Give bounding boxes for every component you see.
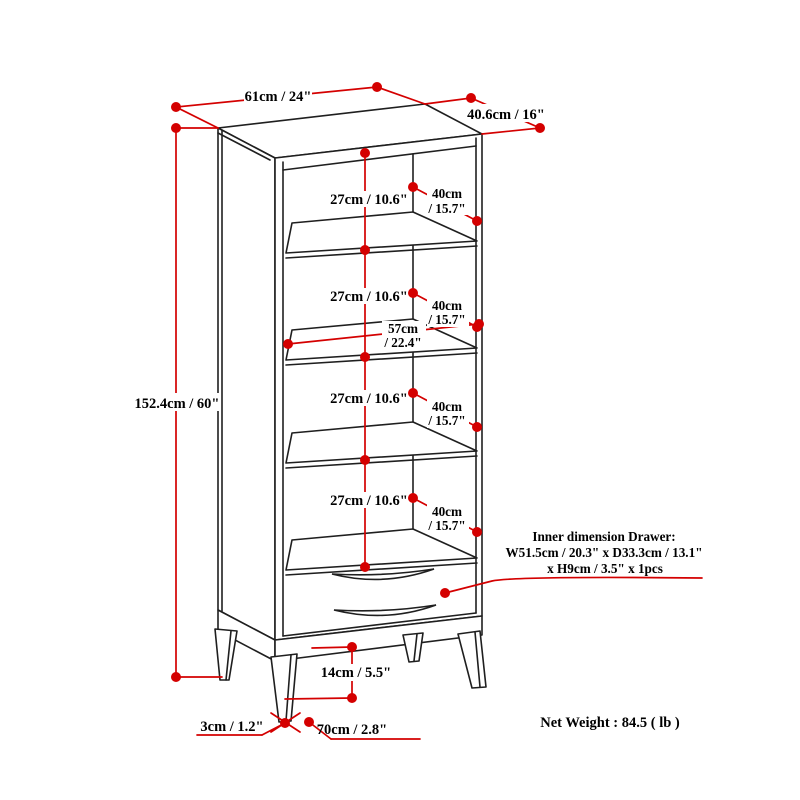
label-shelf-depth-1b: / 15.7" <box>428 201 466 216</box>
leg-front-left <box>271 654 297 722</box>
label-top-width: 61cm / 24" <box>244 89 312 105</box>
label-opening-height-3: 27cm / 10.6" <box>330 391 408 407</box>
label-shelf-depth-1a: 40cm <box>431 186 463 201</box>
label-shelf-depth-4a: 40cm <box>431 504 463 519</box>
label-shelf-depth-3a: 40cm <box>431 399 463 414</box>
label-shelf-width-b: / 22.4" <box>384 335 422 350</box>
cabinet-left-panel <box>218 128 275 640</box>
label-opening-height-1: 27cm / 10.6" <box>330 192 408 208</box>
leg-back-right <box>403 633 423 662</box>
drawer-note-line-2: W51.5cm / 20.3" x D33.3cm / 13.1" <box>505 545 703 560</box>
drawer-note-line-1: Inner dimension Drawer: <box>532 529 676 544</box>
leg-front-right <box>458 631 486 688</box>
drawer-note-leader-line <box>445 577 702 593</box>
label-height: 152.4cm / 60" <box>134 396 220 412</box>
drawer-note-line-3: x H9cm / 3.5" x 1pcs <box>547 561 663 576</box>
label-shelf-depth-2a: 40cm <box>431 298 463 313</box>
leg-back-left <box>215 629 237 680</box>
label-opening-height-4: 27cm / 10.6" <box>330 493 408 509</box>
label-shelf-width-a: 57cm <box>387 321 419 336</box>
label-leg-foot: 3cm / 1.2" <box>200 719 264 735</box>
label-leg-height: 14cm / 5.5" <box>320 665 392 681</box>
label-leg-spacing: 70cm / 2.8" <box>316 722 388 738</box>
label-top-depth: 40.6cm / 16" <box>467 107 545 123</box>
label-shelf-depth-3b: / 15.7" <box>428 413 466 428</box>
net-weight-label: Net Weight : 84.5 ( lb ) <box>540 715 680 731</box>
drawer-note <box>505 529 702 576</box>
label-shelf-depth-2b: / 15.7" <box>428 312 466 327</box>
label-shelf-depth-4b: / 15.7" <box>428 518 466 533</box>
label-opening-height-2: 27cm / 10.6" <box>330 289 408 305</box>
